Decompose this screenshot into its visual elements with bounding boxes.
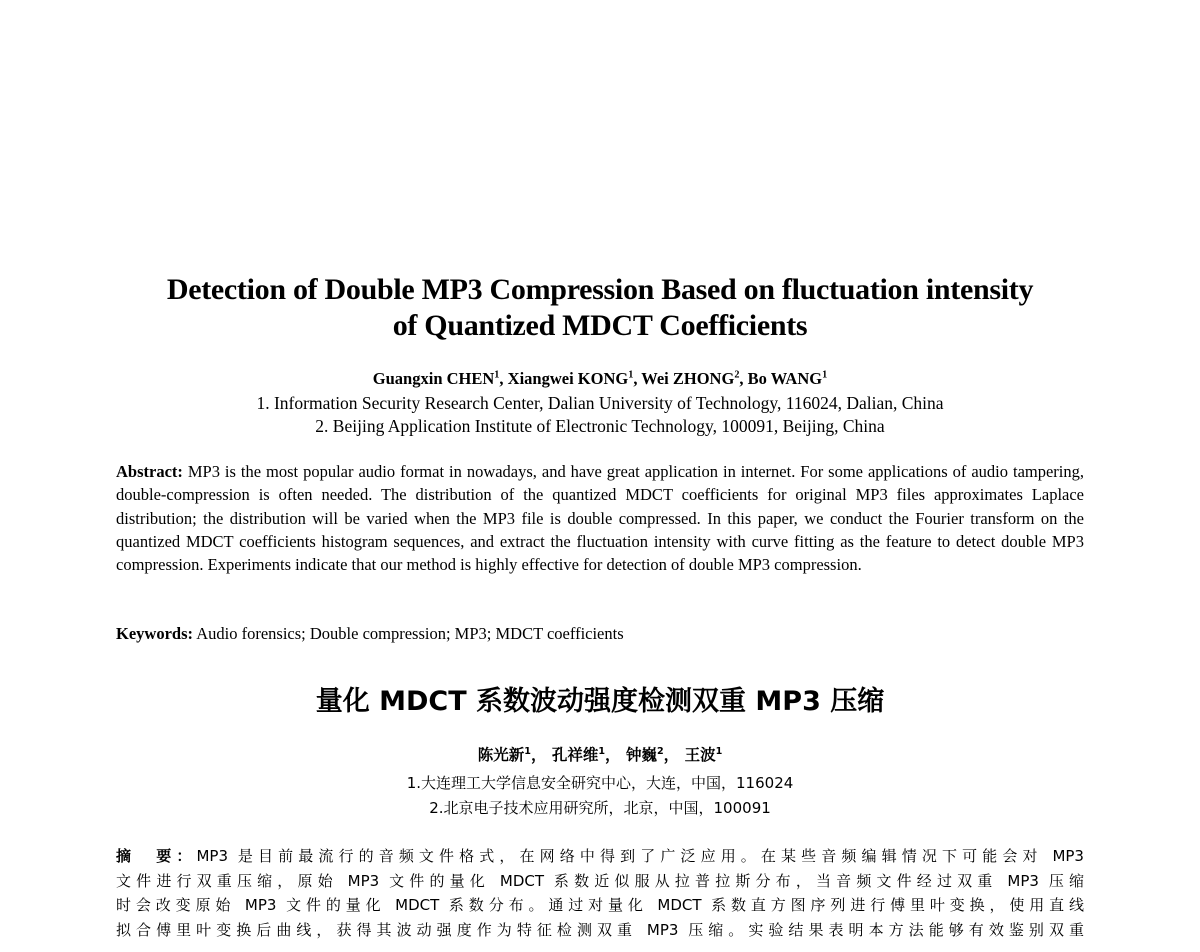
chinese-affiliation-2: 2.北京电子技术应用研究所，北京，中国，100091 — [429, 799, 771, 817]
english-abstract — [116, 460, 1084, 576]
english-title — [0, 272, 1200, 344]
chinese-title: 量化 MDCT 系数波动强度检测双重 MP3 压缩 — [315, 686, 885, 717]
chinese-abstract-line-3: 时会改变原始 MP3 文件的量化 MDCT 系数分布。通过对量化 MDCT 系数直方图序列进行傅里叶变换，使用直线 — [116, 896, 1084, 915]
chinese-authors: 陈光新$^1$， 孔祥维$^1$， 钟巍$^2$， 王波$^1$ — [477, 745, 723, 764]
author-affiliation-mark: 1 — [822, 369, 828, 381]
author-name: 孔祥维 — [551, 746, 599, 764]
english-affiliation-1: 1. Information Security Research Center, Dalian University of Technology, 116024, Dalian, China — [256, 393, 944, 413]
author-name: 陈光新 — [477, 746, 525, 764]
chinese-affiliation-1: 1.大连理工大学信息安全研究中心，大连，中国，116024 — [406, 774, 794, 792]
chinese-abstract-line-1 — [116, 844, 1084, 869]
author-name: Wei ZHONG — [641, 369, 735, 388]
english-title-line-1: Detection of Double MP3 Compression Based on fluctuation intensity — [166, 273, 1034, 306]
author-name: Xiangwei KONG — [507, 369, 629, 388]
chinese-abstract-text: MP3 是目前最流行的音频文件格式，在网络中得到了广泛应用。在某些音频编辑情况下可能会对 MP3 — [196, 847, 1084, 865]
author-name: Bo WANG — [747, 369, 823, 388]
author-name: Guangxin CHEN — [372, 369, 495, 388]
author-affiliation-mark: 1 — [524, 745, 531, 757]
abstract-text: MP3 is the most popular audio format in nowadays, and have great application in internet. For some applications of audio tampering, double-compression is often needed. The distribution of the quantized MDCT coefficients for original MP3 files approximates Laplace distribution; the distribution will be varied when the MP3 file is double compressed. In this paper, we conduct the Fourier transform on the quantized MDCT coefficients histogram sequences, and extract the fluctuation intensity with curve fitting as the feature to detect double MP3 compression. Experiments indicate that our method is highly effective for detection of double MP3 compression. — [116, 462, 1085, 575]
chinese-abstract-line-4: 拟合傅里叶变换后曲线，获得其波动强度作为特征检测双重 MP3 压缩。实验结果表明本方法能够有效鉴别双重 — [116, 920, 1084, 939]
author-name: 钟巍 — [625, 746, 657, 764]
english-authors: Guangxin CHEN$^1$, Xiangwei KONG$^1$, Wei ZHONG$^2$, Bo WANG$^1$ — [372, 369, 828, 388]
abstract-label: Abstract: — [116, 462, 183, 481]
author-affiliation-mark: 1 — [715, 745, 723, 757]
english-keywords — [116, 623, 1084, 645]
author-affiliation-mark: 1 — [628, 369, 634, 381]
author-name: 王波 — [684, 746, 716, 764]
english-title-line-2: of Quantized MDCT Coefficients — [392, 309, 808, 342]
author-affiliation-mark: 2 — [734, 369, 740, 381]
chinese-abstract — [116, 844, 1084, 942]
english-affiliation-2: 2. Beijing Application Institute of Electronic Technology, 100091, Beijing, China — [315, 416, 885, 436]
keywords-text: Audio forensics; Double compression; MP3; MDCT coefficients — [196, 624, 624, 643]
author-affiliation-mark: 1 — [598, 745, 606, 757]
chinese-abstract-line-2: 文件进行双重压缩，原始 MP3 文件的量化 MDCT 系数近似服从拉普拉斯分布，当音频文件经过双重 MP3 压缩 — [116, 871, 1084, 890]
keywords-label: Keywords: — [116, 624, 193, 643]
author-affiliation-mark: 2 — [656, 745, 664, 757]
chinese-abstract-label: 摘 要： — [116, 847, 197, 865]
author-affiliation-mark: 1 — [494, 369, 500, 381]
